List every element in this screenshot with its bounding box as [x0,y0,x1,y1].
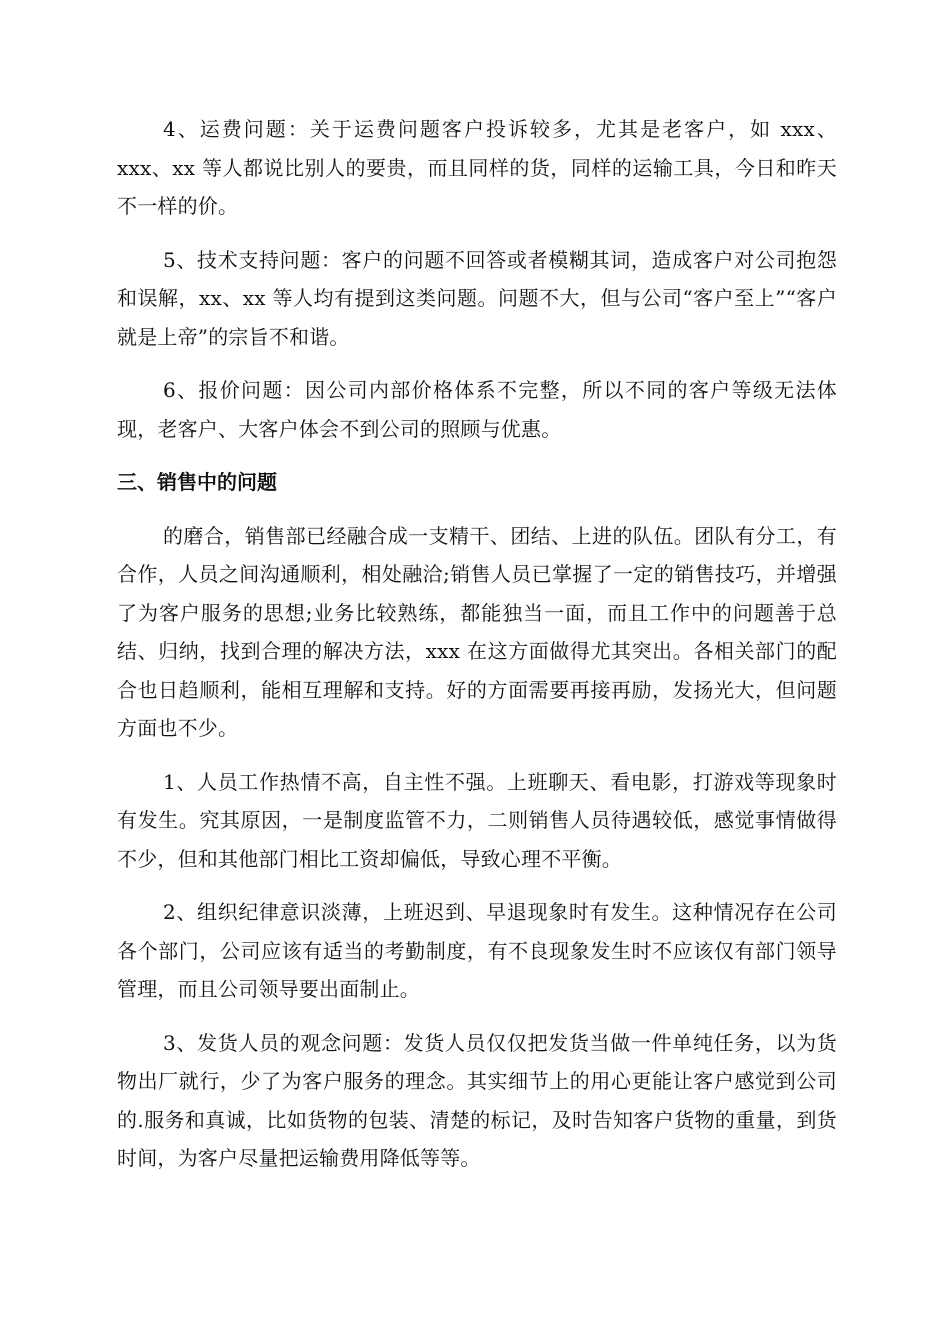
paragraph-quotation-issue: 6、报价问题：因公司内部价格体系不完整，所以不同的客户等级无法体现，老客户、大客户体会不到公司的照顾与优惠。 [117,378,837,441]
document-body [117,110,837,1193]
paragraph-freight-issue: 4、运费问题：关于运费问题客户投诉较多，尤其是老客户，如 xxx、xxx、xx 等人都说比别人的要贵，而且同样的货，同样的运输工具，今日和昨天不一样的价。 [117,117,837,218]
section-heading: 三、销售中的问题 [117,470,277,494]
paragraph-work-enthusiasm: 1、人员工作热情不高，自主性不强。上班聊天、看电影，打游戏等现象时有发生。究其原因，一是制度监管不力，二则销售人员待遇较低，感觉事情做得不少，但和其他部门相比工资却偏低，导致心理不平衡。 [117,769,837,871]
paragraph-discipline: 2、组织纪律意识淡薄，上班迟到、早退现象时有发生。这种情况存在公司各个部门，公司应该有适当的考勤制度，有不良现象发生时不应该仅有部门领导管理，而且公司领导要出面制止。 [117,900,837,1001]
paragraph-tech-support-issue: 5、技术支持问题：客户的问题不回答或者模糊其词，造成客户对公司抱怨和误解，xx、xx 等人均有提到这类问题。问题不大，但与公司“客户至上”“客户就是上帝”的宗旨不和谐。 [117,247,837,349]
paragraph-team-overview: 的磨合，销售部已经融合成一支精干、团结、上进的队伍。团队有分工，有合作，人员之间沟通顺利，相处融洽;销售人员已掌握了一定的销售技巧，并增强了为客户服务的思想;业务比较熟练，都能独当一面，而且工作中的问题善于总结、归纳，找到合理的解决方法，xxx 在这方面做得尤其突出。各相关部门的配合也日趋顺利，能相互理解和支持。好的方面需要再接再励，发扬光大，但问题方面也不少。 [117,523,837,740]
paragraph-shipping-staff: 3、发货人员的观念问题：发货人员仅仅把发货当做一件单纯任务，以为货物出厂就行，少了为客户服务的理念。其实细节上的用心更能让客户感觉到公司的.服务和真诚，比如货物的包装、清楚的标记，及时告知客户货物的重量，到货时间，为客户尽量把运输费用降低等等。 [117,1030,837,1170]
